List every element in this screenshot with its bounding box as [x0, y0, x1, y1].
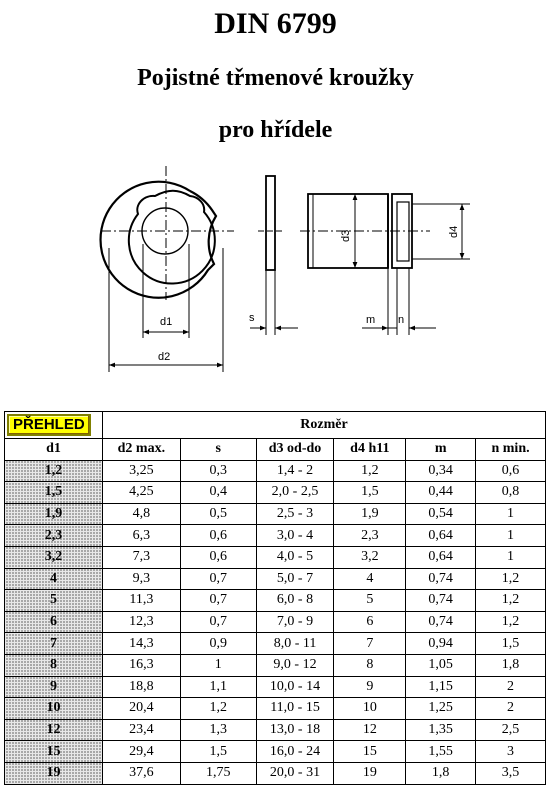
table-cell-d1: 10	[5, 698, 103, 720]
table-cell: 0,4	[180, 482, 256, 504]
table-row	[5, 719, 546, 741]
table-cell: 0,64	[406, 546, 476, 568]
column-header-row	[5, 439, 546, 461]
ering-side-view	[250, 176, 298, 335]
table-cell: 1	[476, 503, 546, 525]
table-cell: 3	[476, 741, 546, 763]
table-cell-d1: 5	[5, 590, 103, 612]
shaft-view	[300, 194, 470, 335]
table-cell: 16,0 - 24	[256, 741, 334, 763]
table-cell-d1: 3,2	[5, 546, 103, 568]
table-cell: 4,25	[102, 482, 180, 504]
table-cell: 3,25	[102, 460, 180, 482]
table-cell: 1,8	[476, 654, 546, 676]
table-cell: 1,2	[334, 460, 406, 482]
col-header-d4: d4 h11	[334, 439, 406, 461]
col-header-m: m	[406, 439, 476, 461]
table-cell: 15	[334, 741, 406, 763]
table-cell: 0,34	[406, 460, 476, 482]
table-cell: 2,5	[476, 719, 546, 741]
table-cell: 4,8	[102, 503, 180, 525]
ering-front-view	[101, 166, 234, 372]
table-cell: 1,9	[334, 503, 406, 525]
table-cell: 1,5	[476, 633, 546, 655]
overview-cell	[5, 412, 103, 439]
table-group-header-row	[5, 412, 546, 439]
table-cell: 37,6	[102, 762, 180, 784]
label-d2: d2	[158, 351, 171, 363]
table-row	[5, 741, 546, 763]
label-d1: d1	[160, 316, 173, 328]
table-cell: 1,4 - 2	[256, 460, 334, 482]
table-cell: 0,6	[180, 525, 256, 547]
table-cell: 11,3	[102, 590, 180, 612]
col-header-d1: d1	[5, 439, 103, 461]
table-cell: 1,25	[406, 698, 476, 720]
table-cell: 5,0 - 7	[256, 568, 334, 590]
overview-button[interactable]: PŘEHLED	[7, 414, 91, 436]
table-cell: 12,3	[102, 611, 180, 633]
table-cell: 5	[334, 590, 406, 612]
table-cell-d1: 15	[5, 741, 103, 763]
table-cell: 0,7	[180, 590, 256, 612]
table-cell: 1,1	[180, 676, 256, 698]
table-cell: 14,3	[102, 633, 180, 655]
table-cell: 1,2	[476, 590, 546, 612]
product-subtitle: pro hřídele	[218, 117, 333, 143]
table-cell: 0,6	[180, 546, 256, 568]
table-cell: 20,4	[102, 698, 180, 720]
table-cell: 10,0 - 14	[256, 676, 334, 698]
standard-title: DIN 6799	[214, 7, 337, 40]
table-cell: 1,05	[406, 654, 476, 676]
table-cell: 0,54	[406, 503, 476, 525]
table-cell: 1,8	[406, 762, 476, 784]
table-cell: 18,8	[102, 676, 180, 698]
table-row	[5, 611, 546, 633]
technical-drawing	[0, 160, 551, 385]
table-cell: 8	[334, 654, 406, 676]
table-cell-d1: 2,3	[5, 525, 103, 547]
group-header: Rozměr	[102, 412, 545, 439]
table-cell: 2	[476, 676, 546, 698]
table-cell: 1	[476, 525, 546, 547]
table-cell-d1: 6	[5, 611, 103, 633]
table-cell: 29,4	[102, 741, 180, 763]
table-cell-d1: 7	[5, 633, 103, 655]
table-row	[5, 460, 546, 482]
table-cell: 3,0 - 4	[256, 525, 334, 547]
table-cell: 16,3	[102, 654, 180, 676]
table-cell: 19	[334, 762, 406, 784]
table-cell-d1: 1,5	[5, 482, 103, 504]
ering-inner-outline	[129, 191, 215, 284]
table-row	[5, 503, 546, 525]
table-cell: 20,0 - 31	[256, 762, 334, 784]
table-cell-d1: 1,9	[5, 503, 103, 525]
table-cell: 0,94	[406, 633, 476, 655]
table-cell: 0,3	[180, 460, 256, 482]
table-cell: 2,5 - 3	[256, 503, 334, 525]
table-cell: 1,15	[406, 676, 476, 698]
table-row	[5, 654, 546, 676]
table-row	[5, 546, 546, 568]
table-cell: 1,5	[180, 741, 256, 763]
table-cell: 0,74	[406, 611, 476, 633]
table-cell: 0,9	[180, 633, 256, 655]
col-header-s: s	[180, 439, 256, 461]
table-cell: 1,2	[476, 611, 546, 633]
table-cell: 1,3	[180, 719, 256, 741]
table-cell: 2,3	[334, 525, 406, 547]
table-cell: 7,3	[102, 546, 180, 568]
table-cell: 3,5	[476, 762, 546, 784]
table-row	[5, 525, 546, 547]
product-title: Pojistné třmenové kroužky	[137, 65, 414, 91]
table-cell: 2	[476, 698, 546, 720]
table-cell: 9,3	[102, 568, 180, 590]
col-header-n: n min.	[476, 439, 546, 461]
col-header-d3: d3 od-do	[256, 439, 334, 461]
table-cell: 3,2	[334, 546, 406, 568]
table-cell: 0,7	[180, 611, 256, 633]
table-cell: 0,7	[180, 568, 256, 590]
table-cell: 13,0 - 18	[256, 719, 334, 741]
table-row	[5, 633, 546, 655]
table-cell-d1: 12	[5, 719, 103, 741]
table-cell: 1	[476, 546, 546, 568]
table-cell: 6	[334, 611, 406, 633]
label-d4: d4	[448, 225, 460, 238]
table-cell: 0,6	[476, 460, 546, 482]
table-cell: 7,0 - 9	[256, 611, 334, 633]
table-cell: 0,74	[406, 590, 476, 612]
table-cell: 9,0 - 12	[256, 654, 334, 676]
table-cell: 8,0 - 11	[256, 633, 334, 655]
table-cell: 0,8	[476, 482, 546, 504]
table-cell: 1,75	[180, 762, 256, 784]
col-header-d2: d2 max.	[102, 439, 180, 461]
table-cell: 4,0 - 5	[256, 546, 334, 568]
table-cell: 1,55	[406, 741, 476, 763]
table-cell: 1,2	[476, 568, 546, 590]
table-row	[5, 568, 546, 590]
table-cell: 1	[180, 654, 256, 676]
table-cell: 9	[334, 676, 406, 698]
label-m: m	[366, 314, 376, 326]
table-cell: 23,4	[102, 719, 180, 741]
table-row	[5, 676, 546, 698]
table-cell: 4	[334, 568, 406, 590]
table-cell-d1: 19	[5, 762, 103, 784]
label-s: s	[249, 312, 255, 324]
table-cell: 0,5	[180, 503, 256, 525]
table-cell-d1: 4	[5, 568, 103, 590]
table-cell-d1: 9	[5, 676, 103, 698]
table-cell: 1,2	[180, 698, 256, 720]
table-cell: 2,0 - 2,5	[256, 482, 334, 504]
table-row	[5, 482, 546, 504]
table-row	[5, 762, 546, 784]
table-cell: 11,0 - 15	[256, 698, 334, 720]
table-cell: 10	[334, 698, 406, 720]
table-cell: 0,64	[406, 525, 476, 547]
table-cell: 1,35	[406, 719, 476, 741]
label-n: n	[398, 314, 405, 326]
table-cell: 1,5	[334, 482, 406, 504]
table-cell: 0,44	[406, 482, 476, 504]
table-cell: 6,3	[102, 525, 180, 547]
table-cell: 0,74	[406, 568, 476, 590]
table-cell-d1: 1,2	[5, 460, 103, 482]
dimension-table	[4, 411, 546, 785]
table-row	[5, 590, 546, 612]
table-cell-d1: 8	[5, 654, 103, 676]
table-cell: 12	[334, 719, 406, 741]
table-cell: 7	[334, 633, 406, 655]
table-cell: 6,0 - 8	[256, 590, 334, 612]
table-row	[5, 698, 546, 720]
label-d3: d3	[340, 229, 352, 242]
